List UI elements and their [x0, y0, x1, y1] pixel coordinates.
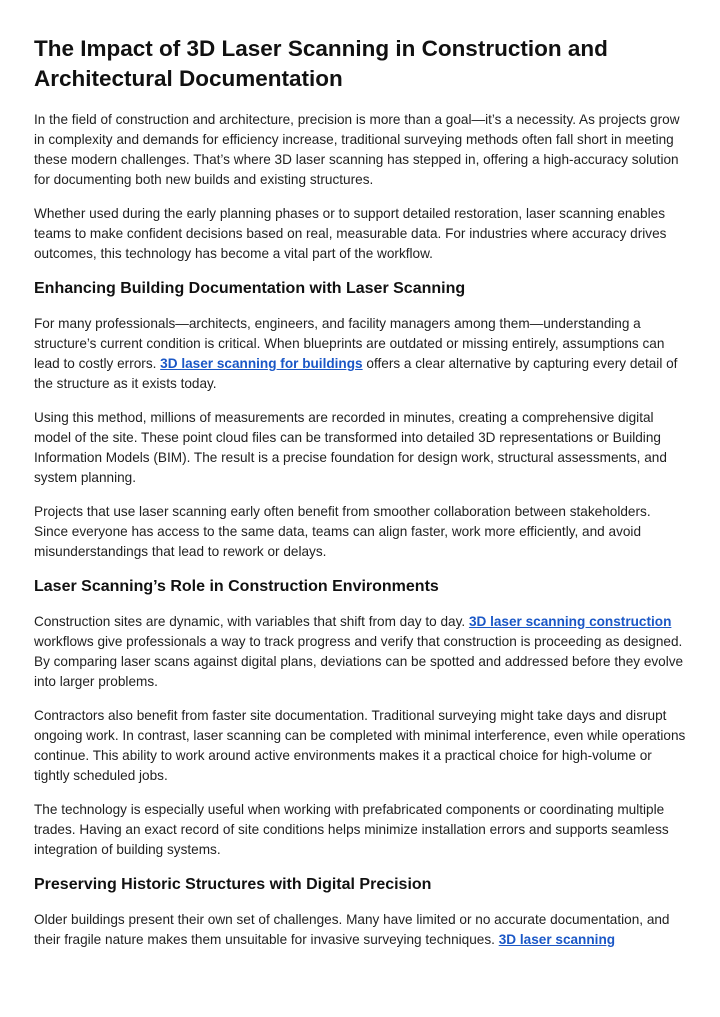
intro-paragraph-1: In the field of construction and architecture, precision is more than a goal—it’s a necessity. As projects grow in complexity and demands for efficiency increase, traditional surveying methods often fall short in meeting these modern challenges. That’s where 3D laser scanning has stepped in, offering a high-accuracy solution for documenting both new builds and existing structures. [34, 112, 680, 187]
intro-paragraph-2: Whether used during the early planning phases or to support detailed restoration, laser scanning enables teams to make confident decisions based on real, measurable data. For industries where accuracy drives outcomes, this technology has become a vital part of the workflow. [34, 206, 667, 261]
section1-paragraph-2: Using this method, millions of measurements are recorded in minutes, creating a comprehensive digital model of the site. These point cloud files can be transformed into detailed 3D representations or Building Information Models (BIM). The result is a precise foundation for design work, structural assessments, and system planning. [34, 410, 667, 485]
link-3d-laser-scanning-for-buildings[interactable]: 3D laser scanning for buildings [160, 356, 363, 371]
section2-paragraph-2: Contractors also benefit from faster site documentation. Traditional surveying might take days and disrupt ongoing work. In contrast, laser scanning can be completed with minimal interference, even while operations continue. This ability to work around active environments makes it a practical choice for high-volume or tightly scheduled jobs. [34, 708, 686, 783]
section3-paragraph-1 [34, 910, 686, 950]
section-heading-historic-structures: Preserving Historic Structures with Digital Precision [34, 876, 432, 893]
section3-p1-text-before: Older buildings present their own set of challenges. Many have limited or no accurate documentation, and their fragile nature makes them unsuitable for invasive surveying techniques. [34, 912, 670, 947]
section1-p1-text-after: offers a clear alternative by capturing every detail of the structure as it exists today. [34, 356, 678, 391]
section1-p1-text-before: For many professionals—architects, engineers, and facility managers among them—understanding a structure’s current condition is critical. When blueprints are outdated or missing entirely, assumptions can lead to costly errors. [34, 316, 665, 371]
section2-paragraph-3: The technology is especially useful when working with prefabricated components or coordinating multiple trades. Having an exact record of site conditions helps minimize installation errors and supports seamless integration of building systems. [34, 802, 669, 857]
document-title: The Impact of 3D Laser Scanning in Construction and Architectural Documentation [34, 36, 608, 91]
section2-p1-text-after: workflows give professionals a way to track progress and verify that construction is proceeding as designed. By comparing laser scans against digital plans, deviations can be spotted and addressed before they evolve into larger problems. [34, 634, 684, 689]
section2-paragraph-1 [34, 612, 686, 692]
link-3d-laser-scanning-construction[interactable]: 3D laser scanning construction [468, 614, 672, 629]
section1-paragraph-3: Projects that use laser scanning early often benefit from smoother collaboration between stakeholders. Since everyone has access to the same data, teams can align faster, work more efficiently, and avoid misunderstandings that lead to rework or delays. [34, 504, 651, 559]
section-heading-building-documentation: Enhancing Building Documentation with Laser Scanning [34, 280, 466, 297]
section1-paragraph-1 [34, 314, 686, 394]
section2-p1-text-before: Construction sites are dynamic, with variables that shift from day to day. [34, 614, 469, 629]
section-heading-construction-environments: Laser Scanning’s Role in Construction Environments [34, 578, 439, 595]
link-3d-laser-scanning[interactable]: 3D laser scanning [498, 932, 616, 947]
